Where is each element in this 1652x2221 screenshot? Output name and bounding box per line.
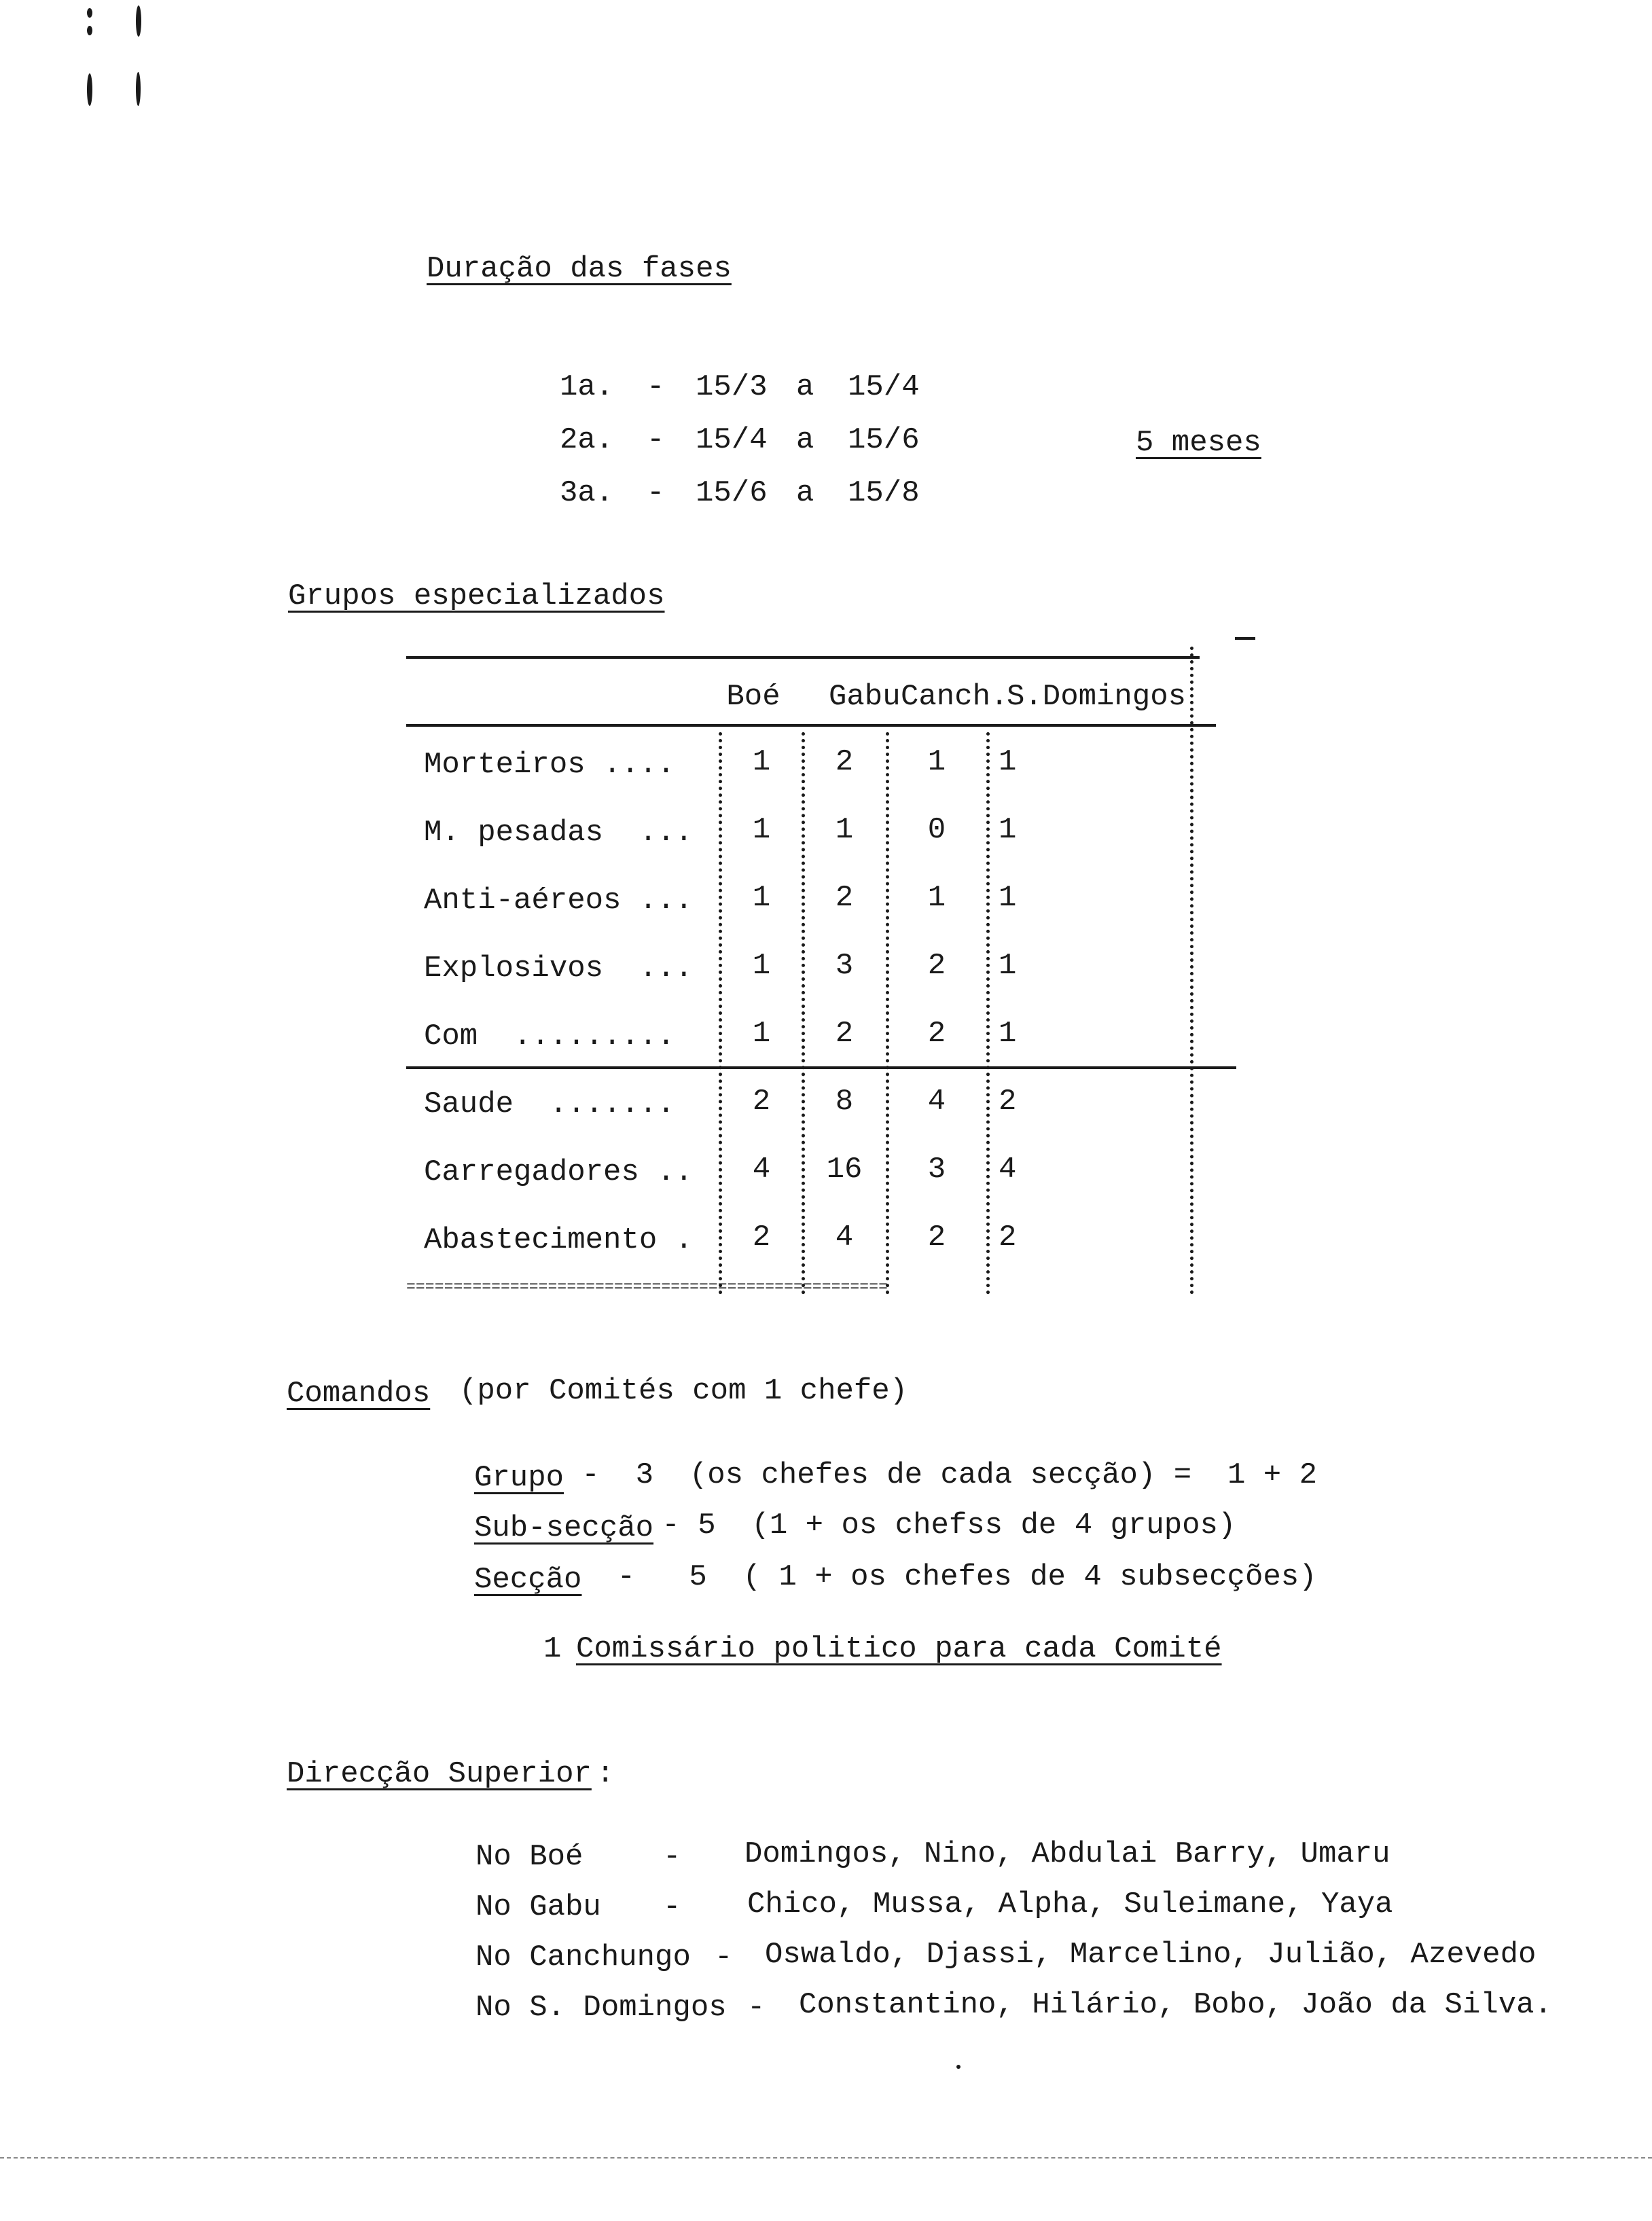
cell-gabu: 3 (835, 949, 854, 983)
phase-a: a (796, 370, 814, 404)
direction-dash: - (663, 1890, 681, 1924)
direction-names: Domingos, Nino, Abdulai Barry, Umaru (744, 1837, 1390, 1871)
row-label: Saude ....... (424, 1087, 675, 1121)
command-name: Secção (474, 1563, 582, 1597)
column-divider (719, 732, 722, 1295)
cell-s-domingos: 4 (999, 1153, 1017, 1187)
phase-from: 15/3 (696, 370, 768, 404)
cell-boe: 1 (752, 949, 771, 983)
page-dot (956, 2065, 960, 2069)
cell-s-domingos: 1 (999, 949, 1017, 983)
direction-dash: - (715, 1940, 733, 1974)
direction-names: Oswaldo, Djassi, Marcelino, Julião, Azevedo (765, 1938, 1537, 1972)
phase-a: a (796, 423, 814, 457)
cell-canch: 3 (927, 1153, 946, 1187)
cell-gabu: 4 (835, 1221, 854, 1254)
column-header-canch: Canch. (901, 680, 1009, 714)
cell-canch: 0 (927, 813, 946, 847)
page-bottom-line (0, 2157, 1652, 2159)
phase-ordinal: 1a. (560, 370, 614, 404)
cell-boe: 2 (752, 1221, 771, 1254)
table-section-rule (406, 1066, 1236, 1069)
phase-ordinal: 2a. (560, 423, 614, 457)
direction-place: No Boé (475, 1840, 583, 1874)
row-label: Abastecimento . (424, 1223, 694, 1257)
column-divider (886, 732, 889, 1295)
phase-to: 15/6 (848, 423, 920, 457)
cell-s-domingos: 1 (999, 881, 1017, 915)
phase-dash: - (647, 423, 665, 457)
cell-gabu: 16 (826, 1153, 863, 1187)
cell-canch: 2 (927, 1017, 946, 1051)
direction-place: No Gabu (475, 1890, 601, 1924)
phases-title: Duração das fases (427, 252, 732, 286)
row-label: Explosivos ... (424, 952, 694, 986)
cell-gabu: 8 (835, 1085, 854, 1119)
cell-gabu: 1 (835, 813, 854, 847)
column-header-boe: Boé (726, 680, 780, 714)
cell-canch: 1 (927, 745, 946, 779)
column-divider (986, 732, 990, 1295)
phase-dash: - (647, 370, 665, 404)
corner-mark (87, 8, 92, 18)
direction-colon: : (596, 1757, 615, 1791)
cell-gabu: 2 (835, 881, 854, 915)
commands-title: Comandos (287, 1377, 431, 1411)
commissar-prefix: 1 (543, 1632, 579, 1666)
cell-canch: 2 (927, 1221, 946, 1254)
cell-canch: 1 (927, 881, 946, 915)
phase-from: 15/4 (696, 423, 768, 457)
corner-mark (87, 73, 92, 106)
cell-boe: 1 (752, 881, 771, 915)
row-label: Morteiros .... (424, 748, 675, 782)
table-top-rule (406, 656, 1200, 659)
direction-dash: - (747, 1991, 766, 2025)
cell-boe: 4 (752, 1153, 771, 1187)
groups-title: Grupos especializados (288, 579, 665, 613)
column-header-gabu: Gabu (829, 680, 901, 714)
command-name: Sub-secção (474, 1511, 654, 1545)
cell-gabu: 2 (835, 745, 854, 779)
commands-note: (por Comités com 1 chefe) (459, 1374, 908, 1408)
cell-canch: 4 (927, 1085, 946, 1119)
table-mark (1235, 637, 1255, 640)
cell-canch: 2 (927, 949, 946, 983)
command-text: - 5 ( 1 + os chefes de 4 subsecções) (581, 1560, 1317, 1594)
phase-to: 15/8 (848, 476, 920, 510)
corner-mark (87, 26, 92, 35)
direction-place: No Canchungo (475, 1940, 691, 1974)
corner-mark (136, 72, 141, 106)
table-bottom-rule: =================================================== (406, 1278, 888, 1296)
direction-names: Constantino, Hilário, Bobo, João da Silva. (799, 1988, 1552, 2022)
commissar-line: Comissário politico para cada Comité (576, 1632, 1222, 1666)
phase-to: 15/4 (848, 370, 920, 404)
phase-dash: - (647, 476, 665, 510)
row-label: Com ......... (424, 1019, 675, 1053)
cell-s-domingos: 1 (999, 813, 1017, 847)
corner-mark (136, 5, 141, 37)
column-divider (1190, 647, 1193, 1295)
command-name: Grupo (474, 1461, 564, 1495)
phase-ordinal: 3a. (560, 476, 614, 510)
direction-place: No S. Domingos (475, 1991, 727, 2025)
table-header-rule (406, 724, 1216, 727)
cell-boe: 2 (752, 1085, 771, 1119)
direction-dash: - (663, 1840, 681, 1874)
command-text: - 3 (os chefes de cada secção) = 1 + 2 (564, 1458, 1317, 1492)
direction-names: Chico, Mussa, Alpha, Suleimane, Yaya (747, 1888, 1393, 1921)
cell-s-domingos: 1 (999, 1017, 1017, 1051)
column-header-s-domingos: S.Domingos (1007, 680, 1187, 714)
phase-from: 15/6 (696, 476, 768, 510)
cell-s-domingos: 2 (999, 1085, 1017, 1119)
command-text: - 5 (1 + os chefss de 4 grupos) (644, 1509, 1236, 1542)
cell-s-domingos: 2 (999, 1221, 1017, 1254)
phase-a: a (796, 476, 814, 510)
row-label: Carregadores .. (424, 1155, 694, 1189)
direction-title: Direcção Superior (287, 1757, 592, 1791)
cell-boe: 1 (752, 813, 771, 847)
cell-boe: 1 (752, 745, 771, 779)
phases-total: 5 meses (1136, 426, 1261, 460)
row-label: Anti-aéreos ... (424, 884, 694, 918)
cell-boe: 1 (752, 1017, 771, 1051)
cell-s-domingos: 1 (999, 745, 1017, 779)
cell-gabu: 2 (835, 1017, 854, 1051)
row-label: M. pesadas ... (424, 816, 694, 850)
column-divider (802, 732, 805, 1295)
